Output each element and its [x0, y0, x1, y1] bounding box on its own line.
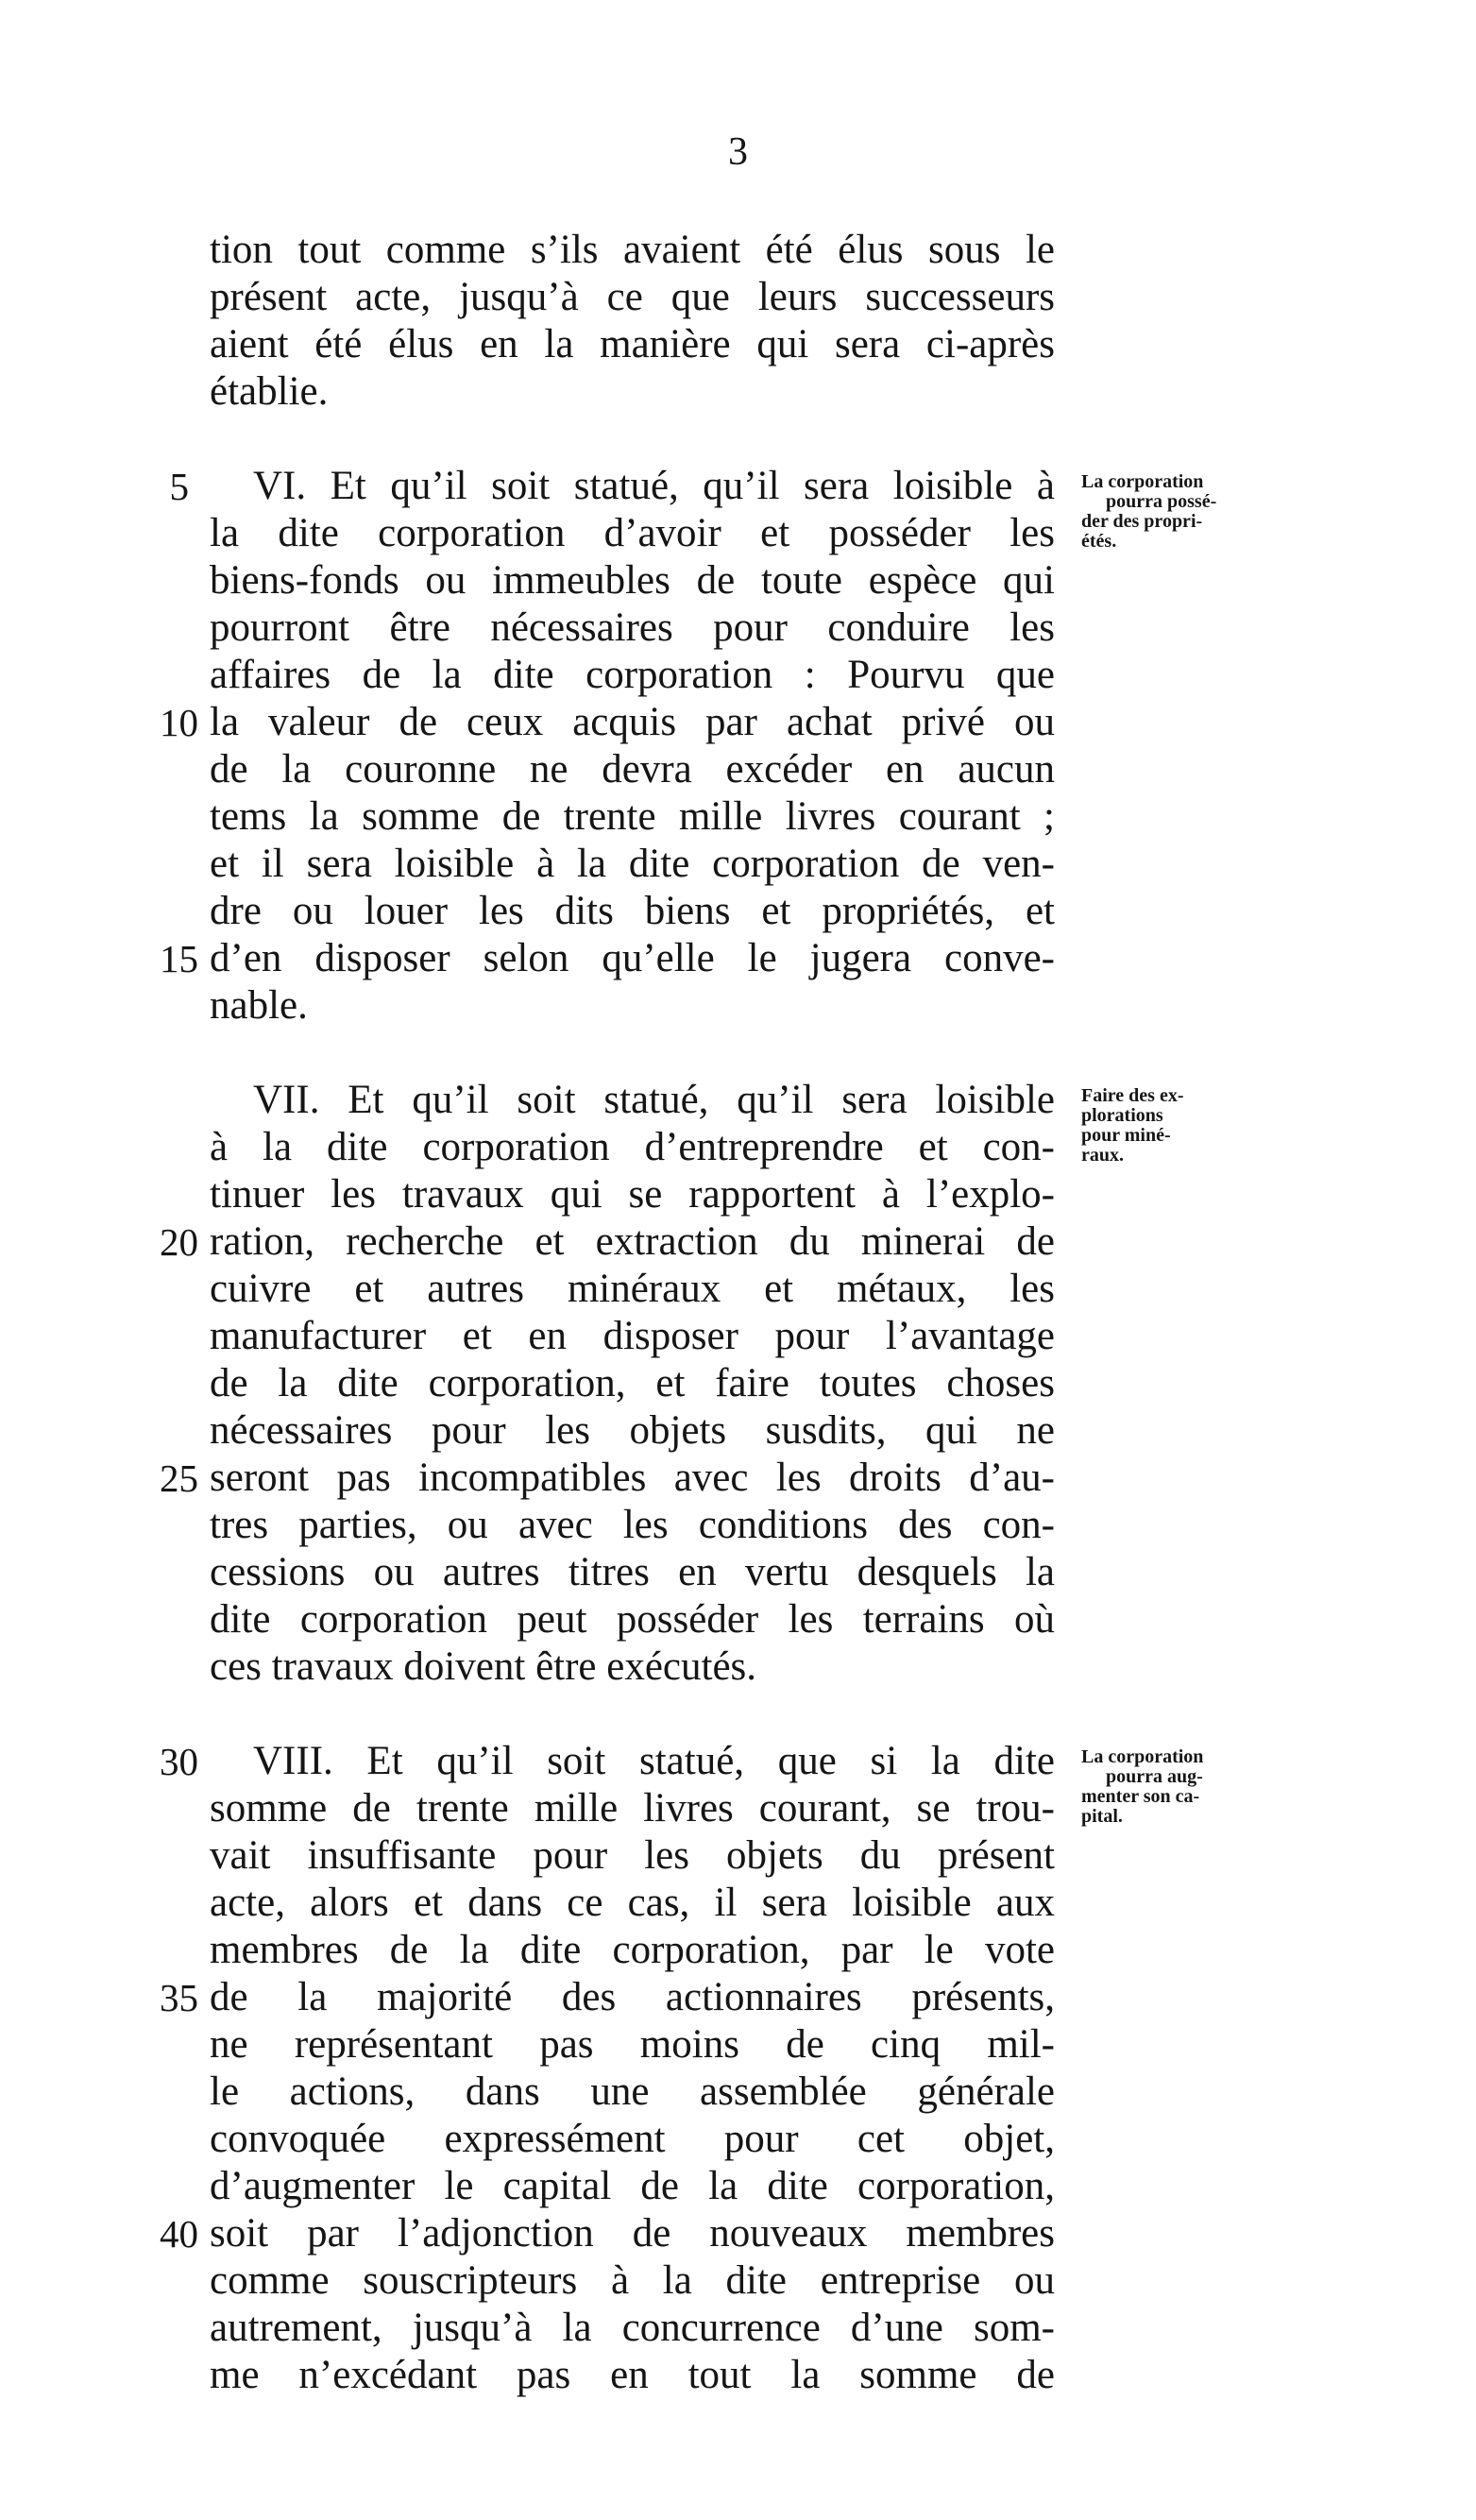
text-line: vait insuffisante pour les objets du présent [210, 1833, 1055, 1878]
text-line: soit par l’adjonction de nouveaux membres [210, 2211, 1055, 2256]
margin-note-line: pour miné- [1081, 1125, 1171, 1146]
text-line: d’en disposer selon qu’elle le jugera conve- [210, 936, 1055, 980]
text-line: acte, alors et dans ce cas, il sera loisible aux [210, 1881, 1055, 1925]
line-number: 15 [160, 937, 198, 980]
margin-note-line: plorations [1081, 1105, 1163, 1126]
text-line: présent acte, jusqu’à ce que leurs successeurs [210, 275, 1055, 319]
margin-note-line: La corporation [1081, 1746, 1204, 1767]
margin-note-line: raux. [1081, 1145, 1124, 1166]
text-line: comme souscripteurs à la dite entreprise ou [210, 2258, 1055, 2303]
text-line: tres parties, ou avec les conditions des con- [210, 1503, 1055, 1547]
margin-note-line: étés. [1081, 531, 1117, 552]
text-line: tinuer les travaux qui se rapportent à l’explo- [210, 1172, 1055, 1217]
margin-note-capital [1081, 1747, 1275, 1827]
margin-note-explorations [1081, 1086, 1275, 1166]
text-line: ne représentant pas moins de cinq mil- [210, 2022, 1055, 2067]
line-number: 25 [160, 1456, 198, 1500]
margin-note-line: pourra possé- [1106, 491, 1217, 512]
text-line: tion tout comme s’ils avaient été élus sous le [210, 228, 1055, 272]
text-line: pourront être nécessaires pour conduire les [210, 605, 1055, 650]
text-line: ces travaux doivent être exécutés. [210, 1644, 757, 1689]
line-number: 30 [160, 1740, 198, 1783]
line-number: 10 [160, 701, 198, 744]
text-line: affaires de la dite corporation : Pourvu que [210, 653, 1055, 697]
text-line: membres de la dite corporation, par le vote [210, 1928, 1055, 1972]
text-line: de la majorité des actionnaires présents, [210, 1975, 1055, 2019]
margin-note-line: der des propri- [1081, 511, 1203, 532]
text-line: aient été élus en la manière qui sera ci-après [210, 322, 1055, 366]
text-line: tems la somme de trente mille livres courant ; [210, 794, 1055, 839]
text-line: ration, recherche et extraction du minerai de [210, 1219, 1055, 1264]
text-line: le actions, dans une assemblée générale [210, 2069, 1055, 2114]
text-line: et il sera loisible à la dite corporation de ven- [210, 842, 1055, 886]
line-number: 40 [160, 2212, 198, 2256]
line-number: 20 [160, 1220, 198, 1264]
margin-note-line: menter son ca- [1081, 1786, 1200, 1807]
page-number: 3 [728, 130, 748, 174]
margin-note-line: pital. [1081, 1806, 1123, 1827]
text-line: me n’excédant pas en tout la somme de [210, 2353, 1055, 2397]
text-line: nable. [210, 983, 308, 1028]
text-line: seront pas incompatibles avec les droits d’au- [210, 1456, 1055, 1500]
margin-note-line: Faire des ex- [1081, 1085, 1184, 1106]
text-line: convoquée expressément pour cet objet, [210, 2117, 1055, 2161]
line-number: 35 [160, 1976, 198, 2019]
margin-note-line: La corporation [1081, 471, 1204, 492]
text-line: de la couronne ne devra excéder en aucun [210, 747, 1055, 792]
section-vii-heading-line: VII. Et qu’il soit statué, qu’il sera loisible [253, 1078, 1055, 1122]
text-line: dite corporation peut posséder les terrains où [210, 1597, 1055, 1642]
section-vi-heading-line: VI. Et qu’il soit statué, qu’il sera loisible à [253, 464, 1055, 508]
text-line: la dite corporation d’avoir et posséder les [210, 511, 1055, 555]
text-line: dre ou louer les dits biens et propriétés, et [210, 889, 1055, 933]
text-line: d’augmenter le capital de la dite corporation, [210, 2164, 1055, 2208]
text-line: cuivre et autres minéraux et métaux, les [210, 1267, 1055, 1311]
text-line: cessions ou autres titres en vertu desquels la [210, 1550, 1055, 1594]
section-viii-heading-line: VIII. Et qu’il soit statué, que si la dite [253, 1739, 1055, 1783]
text-line: la valeur de ceux acquis par achat privé ou [210, 700, 1055, 744]
text-line: manufacturer et en disposer pour l’avantage [210, 1314, 1055, 1358]
text-line: à la dite corporation d’entreprendre et con- [210, 1125, 1055, 1169]
margin-note-line: pourra aug- [1106, 1766, 1203, 1787]
line-number: 5 [169, 465, 189, 508]
text-line: autrement, jusqu’à la concurrence d’une som- [210, 2306, 1055, 2350]
text-line: établie. [210, 369, 329, 414]
text-line: biens-fonds ou immeubles de toute espèce qui [210, 558, 1055, 603]
text-line: nécessaires pour les objets susdits, qui ne [210, 1408, 1055, 1453]
text-line: de la dite corporation, et faire toutes choses [210, 1361, 1055, 1405]
text-line: somme de trente mille livres courant, se trou- [210, 1786, 1055, 1830]
margin-note-property [1081, 472, 1275, 552]
